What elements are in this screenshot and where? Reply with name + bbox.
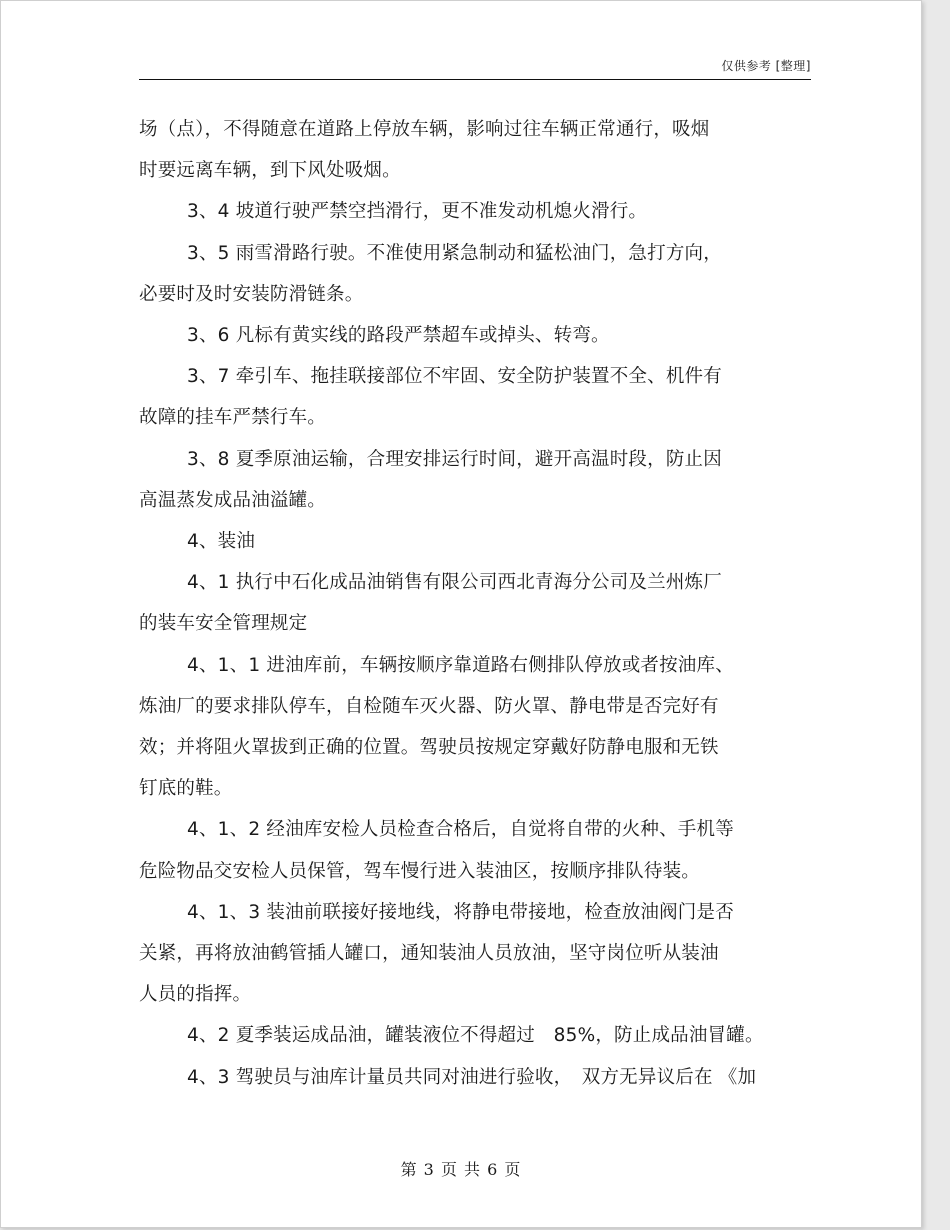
text-line: 4、3 驾驶员与油库计量员共同对油进行验收， 双方无异议后在 《加 [187,1066,757,1088]
text-line: 4、2 夏季装运成品油，罐装液位不得超过 85%，防止成品油冒罐。 [187,1025,764,1047]
text-line: 3、5 雨雪滑路行驶。不准使用紧急制动和猛松油门，急打方向， [187,242,722,264]
text-line: 4、1、1 进油库前，车辆按顺序靠道路右侧排队停放或者按油库、 [187,654,734,676]
page-header [139,57,811,80]
text-line: 人员的指挥。 [139,984,252,1006]
text-line: 场（点），不得随意在道路上停放车辆，影响过往车辆正常通行，吸烟 [139,119,710,140]
text-line: 炼油厂的要求排队停车，自检随车灭火器、防火罩、静电带是否完好有 [139,695,719,717]
text-line: 效；并将阻火罩拔到正确的位置。驾驶员按规定穿戴好防静电服和无铁 [139,737,719,759]
text-line: 钉底的鞋。 [139,778,233,800]
text-line: 时要远离车辆，到下风处吸烟。 [139,160,401,182]
text-line: 故障的挂车严禁行车。 [139,407,327,429]
page-footer: 第 3 页 共 6 页 [400,1160,522,1179]
text-line: 4、1、3 装油前联接好接地线，将静电带接地，检查放油阀门是否 [187,901,734,923]
text-line: 4、1、2 经油库安检人员检查合格后，自觉将自带的火种、手机等 [187,819,734,841]
text-line: 危险物品交安检人员保管，驾车慢行进入装油区，按顺序排队待装。 [139,860,701,882]
text-line: 关紧，再将放油鹤管插人罐口，通知装油人员放油，坚守岗位听从装油 [139,943,719,965]
text-line: 4、装油 [187,531,256,553]
header-label: 仅供参考 [整理] [721,59,811,73]
text-line: 3、6 凡标有黄实线的路段严禁超车或掉头、转弯。 [187,325,610,347]
text-line: 高温蒸发成品油溢罐。 [139,489,327,511]
text-line: 3、7 牵引车、拖挂联接部位不牢固、安全防护装置不全、机件有 [187,366,722,388]
text-line: 4、1 执行中石化成品油销售有限公司西北青海分公司及兰州炼厂 [187,572,722,594]
document-body [139,109,829,1098]
text-line: 的装车安全管理规定 [139,613,308,635]
text-line: 3、8 夏季原油运输，合理安排运行时间，避开高温时段，防止因 [187,448,722,470]
text-line: 3、4 坡道行驶严禁空挡滑行，更不准发动机熄火滑行。 [187,201,648,223]
text-line: 必要时及时安装防滑链条。 [139,283,364,305]
